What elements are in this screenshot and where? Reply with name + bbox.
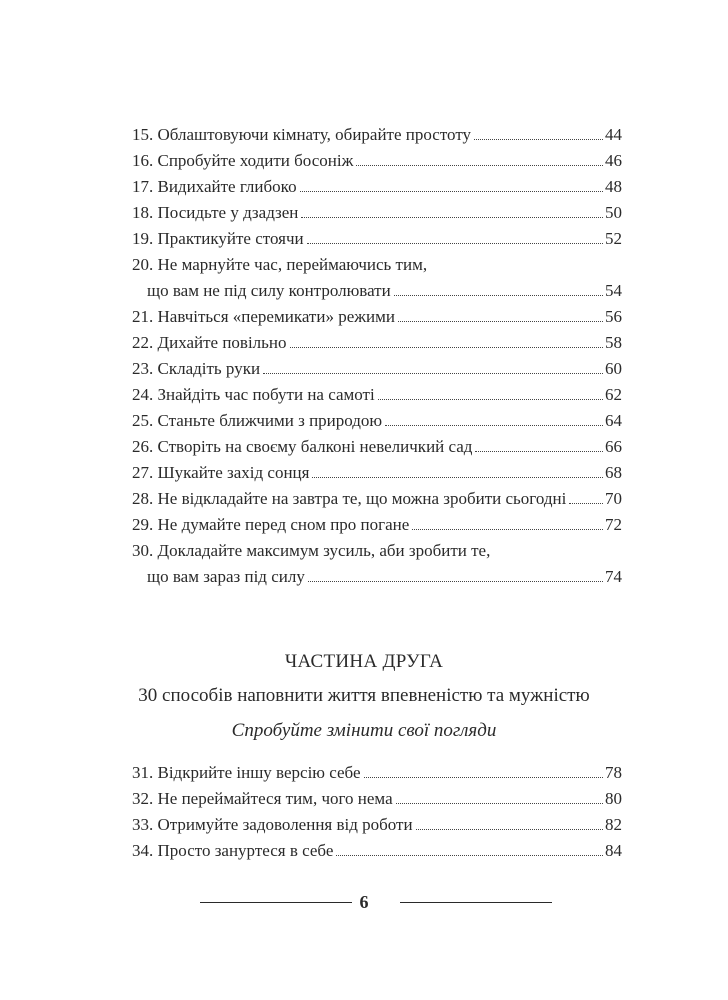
toc-entry-33 xyxy=(132,812,622,838)
toc-entry-title: 20. Не марнуйте час, переймаючись тим, xyxy=(132,255,428,274)
dot-leader xyxy=(412,529,603,530)
part-two-section-title: Спробуйте змінити свої погляди xyxy=(231,720,497,741)
footer-rule-right xyxy=(400,902,552,903)
toc-entry-24 xyxy=(132,382,622,408)
toc-entry-19 xyxy=(132,226,622,252)
toc-entry-title: 34. Просто зануртеся в себе xyxy=(132,841,334,860)
toc-entry-title: 26. Створіть на своєму балконі невеличкий сад xyxy=(132,437,473,456)
toc-entry-15 xyxy=(132,122,622,148)
toc-entry-page: 56 xyxy=(605,307,622,326)
toc-entry-title: 22. Дихайте повільно xyxy=(132,333,287,352)
dot-leader xyxy=(336,855,603,856)
toc-entry-page: 84 xyxy=(605,841,622,860)
toc-entry-26 xyxy=(132,434,622,460)
part-two-subtitle: 30 способів наповнити життя впевненістю та мужністю xyxy=(138,685,590,706)
toc-entry-32 xyxy=(132,786,622,812)
toc-entry-page: 70 xyxy=(605,489,622,508)
toc-entry-title: 33. Отримуйте задоволення від роботи xyxy=(132,815,413,834)
toc-entry-title: 32. Не переймайтеся тим, чого нема xyxy=(132,789,393,808)
toc-entry-21 xyxy=(132,304,622,330)
toc-entry-23 xyxy=(132,356,622,382)
toc-entry-page: 68 xyxy=(605,463,622,482)
part-two-heading: ЧАСТИНА ДРУГА xyxy=(284,651,444,672)
toc-part-one xyxy=(132,122,622,590)
toc-entry-22 xyxy=(132,330,622,356)
dot-leader xyxy=(300,191,603,192)
toc-entry-16 xyxy=(132,148,622,174)
toc-entry-18 xyxy=(132,200,622,226)
toc-entry-title-continued: що вам не під силу контролювати xyxy=(147,281,391,300)
dot-leader xyxy=(475,451,603,452)
toc-entry-page: 60 xyxy=(605,359,622,378)
toc-entry-34 xyxy=(132,838,622,864)
toc-entry-30 xyxy=(132,538,622,590)
toc-entry-page: 62 xyxy=(605,385,622,404)
dot-leader xyxy=(356,165,603,166)
toc-entry-page: 50 xyxy=(605,203,622,222)
dot-leader xyxy=(474,139,603,140)
dot-leader xyxy=(301,217,603,218)
toc-entry-page: 52 xyxy=(605,229,622,248)
toc-entry-title: 31. Відкрийте іншу версію себе xyxy=(132,763,361,782)
toc-entry-31 xyxy=(132,760,622,786)
toc-entry-title: 21. Навчіться «перемикати» режими xyxy=(132,307,395,326)
dot-leader xyxy=(312,477,603,478)
toc-entry-27 xyxy=(132,460,622,486)
toc-entry-page: 80 xyxy=(605,789,622,808)
toc-entry-page: 54 xyxy=(605,281,622,300)
dot-leader xyxy=(364,777,603,778)
toc-entry-20 xyxy=(132,252,622,304)
dot-leader xyxy=(263,373,603,374)
toc-entry-17 xyxy=(132,174,622,200)
dot-leader xyxy=(416,829,603,830)
toc-entry-title: 25. Станьте ближчими з природою xyxy=(132,411,383,430)
toc-entry-title: 29. Не думайте перед сном про погане xyxy=(132,515,410,534)
toc-entry-title: 16. Спробуйте ходити босоніж xyxy=(132,151,354,170)
toc-entry-page: 48 xyxy=(605,177,622,196)
toc-entry-title: 15. Облаштовуючи кімнату, обирайте простоту xyxy=(132,125,472,144)
toc-entry-page: 44 xyxy=(605,125,622,144)
toc-entry-page: 58 xyxy=(605,333,622,352)
toc-entry-25 xyxy=(132,408,622,434)
toc-entry-page: 82 xyxy=(605,815,622,834)
toc-entry-page: 46 xyxy=(605,151,622,170)
toc-entry-page: 64 xyxy=(605,411,622,430)
toc-entry-28 xyxy=(132,486,622,512)
toc-entry-title: 28. Не відкладайте на завтра те, що можна зробити сьогодні xyxy=(132,489,567,508)
toc-entry-page: 72 xyxy=(605,515,622,534)
dot-leader xyxy=(308,581,603,582)
page-number: 6 xyxy=(359,892,369,912)
toc-entry-title: 23. Складіть руки xyxy=(132,359,261,378)
toc-entry-page: 66 xyxy=(605,437,622,456)
dot-leader xyxy=(307,243,603,244)
toc-entry-title: 18. Посидьте у дзадзен xyxy=(132,203,299,222)
page-footer xyxy=(0,890,728,914)
toc-entry-title: 24. Знайдіть час побути на самоті xyxy=(132,385,375,404)
toc-entry-title: 19. Практикуйте стоячи xyxy=(132,229,304,248)
toc-entry-title: 17. Видихайте глибоко xyxy=(132,177,297,196)
toc-entry-page: 74 xyxy=(605,567,622,586)
dot-leader xyxy=(396,803,603,804)
dot-leader xyxy=(398,321,603,322)
toc-part-two xyxy=(132,760,622,864)
toc-entry-page: 78 xyxy=(605,763,622,782)
toc-entry-29 xyxy=(132,512,622,538)
toc-entry-title-continued: що вам зараз під силу xyxy=(147,567,305,586)
toc-entry-title: 27. Шукайте захід сонця xyxy=(132,463,310,482)
dot-leader xyxy=(394,295,603,296)
dot-leader xyxy=(569,503,603,504)
dot-leader xyxy=(378,399,603,400)
dot-leader xyxy=(385,425,603,426)
toc-entry-title: 30. Докладайте максимум зусиль, аби зробити те, xyxy=(132,541,491,560)
dot-leader xyxy=(290,347,603,348)
